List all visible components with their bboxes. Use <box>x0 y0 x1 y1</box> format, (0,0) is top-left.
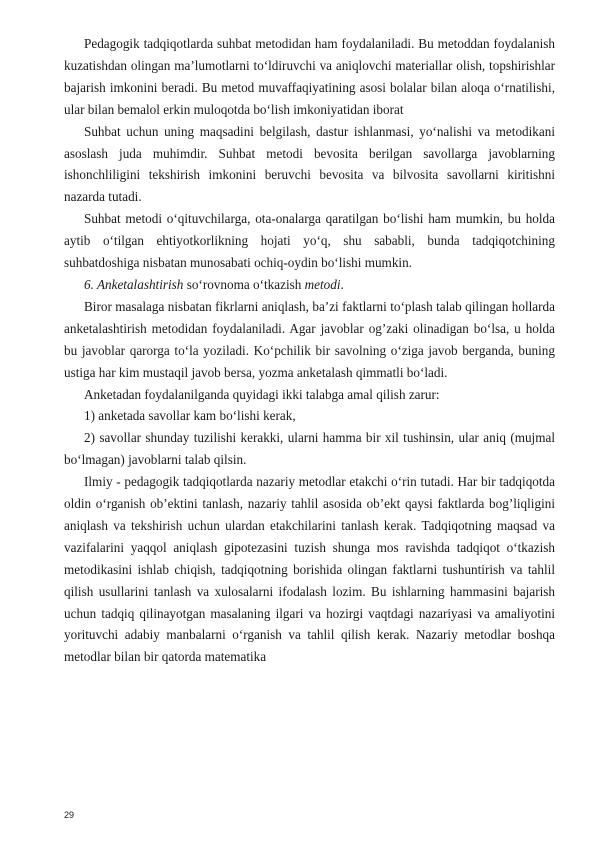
section-heading-title: 6. Anketalashtirish <box>84 276 184 292</box>
list-item-2: 2) savollar shunday tuzilishi kerakki, ularni hamma bir xil tushinsin, ular aniq (mujmal bo‘lmagan) javoblarni talab qilsin. <box>64 430 555 468</box>
paragraph-suhbat-purpose: Suhbat uchun uning maqsadini belgilash, dastur ishlanmasi, yo‘nalishi va metodikani asoslash juda muhimdir. Suhbat metodi bevosita berilgan savollarga javoblarning ishonchliligini tekshirish imkonini beruvchi bevosita va bilvosita savollarni kiritishni nazarda tutadi. <box>64 123 555 205</box>
paragraph-suhbat-parents: Suhbat metodi o‘qituvchilarga, ota-onalarga qaratilgan bo‘lishi ham mumkin, bu holda aytib o‘tilgan ehtiyotkorlikning hojati yo‘q, shu sababli, bunda tadqiqotchining suhbatdoshiga nisbatan munosabati ochiq-oydin bo‘lishi mumkin. <box>64 211 555 271</box>
section-heading <box>64 274 555 296</box>
paragraph-anketa-intro: Biror masalaga nisbatan fikrlarni aniqlash, ba’zi faktlarni to‘plash talab qilingan hollarda anketalashtirish metodidan foydalaniladi. Agar javoblar og’zaki olinadigan bo‘lsa, u holda bu javoblar qarorga to‘la yoziladi. Ko‘pchilik bir savolning o‘ziga javob berganda, buning ustiga har kim mustaqil javob bersa, yozma anketalash qimmatli bo‘ladi. <box>64 298 555 380</box>
section-heading-end: . <box>340 276 344 292</box>
page-number: 29 <box>64 810 75 820</box>
paragraph-anketa-requirements: Anketadan foydalanilganda quyidagi ikki talabga amal qilish zarur: <box>84 386 440 402</box>
paragraph-suhbat-intro: Pedagogik tadqiqotlarda suhbat metodidan ham foydalaniladi. Bu metoddan foydalanish kuzatishdan olingan ma’lumotlarni to‘ldiruvchi va aniqlovchi materiallar olish, topshirishlar bajarish imkonini beradi. Bu metod muvaffaqiyatining asosi bolalar bilan aloqa o‘rnatilishi, ular bilan bemalol erkin muloqotda bo‘lish imkoniyatidan iborat <box>64 36 555 117</box>
paragraph-nazariy-metodlar: Ilmiy - pedagogik tadqiqotlarda nazariy metodlar etakchi o‘rin tutadi. Har bir tadqiqotda oldin o‘rganish ob’ektini tanlash, nazariy tahlil asosida ob’ekt qaysi faktlarda bog’liqligini aniqlash va tekshirish uchun ulardan etakchilarini tanlash kerak. Tadqiqotning maqsad va vazifalarini yaqqol aniqlash gipotezasini tuzish shunga mos ravishda tadqiqot o‘tkazish metodikasini ishlab chiqish, tadqiqotning borishida olingan faktlarni tushuntirish va tahlil qilish usullarini tanlash va xulosalarni ifodalash lozim. Bu ishlarning hammasini bajarish uchun tadqiq qilinayotgan masalaning ilgari va hozirgi vaqtdagi nazariyasi va amaliyotini yorituvchi adabiy manbalarni o‘rganish va tahlil qilish kerak. Nazariy metodlar boshqa metodlar bilan bir qatorda matematika <box>64 474 555 665</box>
section-heading-middle: so‘rovnoma o‘tkazish <box>183 276 305 292</box>
section-heading-tail: metodi <box>304 276 341 292</box>
list-item-1: 1) anketada savollar kam bo‘lishi kerak, <box>84 408 296 424</box>
document-page <box>64 33 555 668</box>
